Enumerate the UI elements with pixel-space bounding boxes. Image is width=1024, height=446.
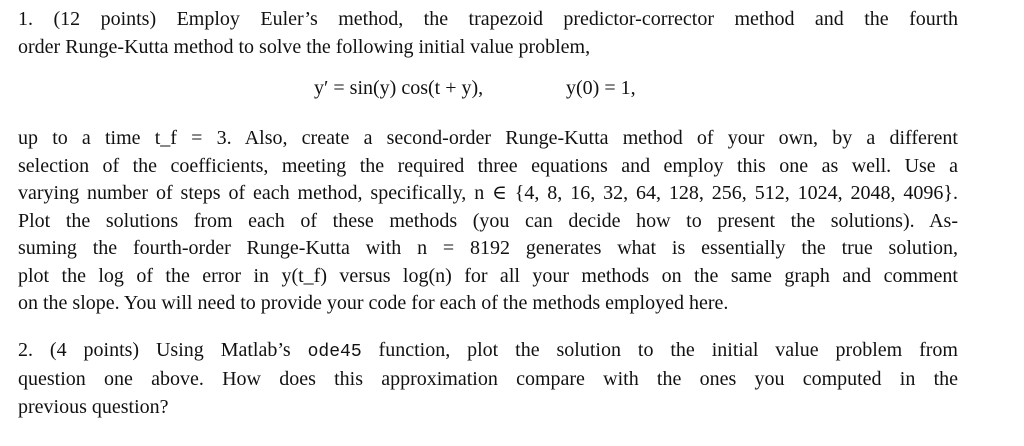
q1-para-line-4: Plot the solutions from each of these methods (you can decide how to present the solutions). As- bbox=[18, 209, 958, 232]
q1-line-2: order Runge-Kutta method to solve the following initial value problem, bbox=[18, 35, 591, 58]
ode45-code: ode45 bbox=[307, 341, 362, 362]
q1-line-1: 1. (12 points) Employ Euler’s method, the trapezoid predictor-corrector method and the fourth bbox=[18, 8, 958, 30]
q2-line-3: previous question? bbox=[18, 395, 169, 418]
ode-expression: y′ = sin(y) cos(t + y), bbox=[314, 77, 484, 99]
q1-para-line-3: varying number of steps of each method, specifically, n ∈ {4, 8, 16, 32, 64, 128, 256, 512, 1024, 2048, 4096}. bbox=[18, 182, 958, 204]
q1-para-line-2: selection of the coefficients, meeting the required three equations and employ this one as well. Use a bbox=[18, 154, 958, 177]
q2-line-2: question one above. How does this approximation compare with the ones you computed in the bbox=[18, 368, 958, 390]
q1-para-line-6: plot the log of the error in y(t_f) versus log(n) for all your methods on the same graph and comment bbox=[18, 264, 958, 287]
q2-line-1 bbox=[18, 337, 958, 367]
q2-line-1-end: function, plot the solution to the initial value problem from bbox=[361, 338, 958, 361]
initial-condition: y(0) = 1, bbox=[566, 77, 636, 99]
q1-para-line-1: up to a time t_f = 3. Also, create a second-order Runge-Kutta method of your own, by a different bbox=[18, 127, 958, 149]
q1-para-line-7: on the slope. You will need to provide your code for each of the methods employed here. bbox=[18, 292, 729, 314]
q1-para-line-5: suming the fourth-order Runge-Kutta with n = 8192 generates what is essentially the true solution, bbox=[18, 237, 958, 259]
problem-document bbox=[18, 6, 1008, 421]
q2-line-1-start: 2. (4 points) Using Matlab’s bbox=[18, 338, 308, 361]
ivp-equation bbox=[18, 67, 1008, 113]
